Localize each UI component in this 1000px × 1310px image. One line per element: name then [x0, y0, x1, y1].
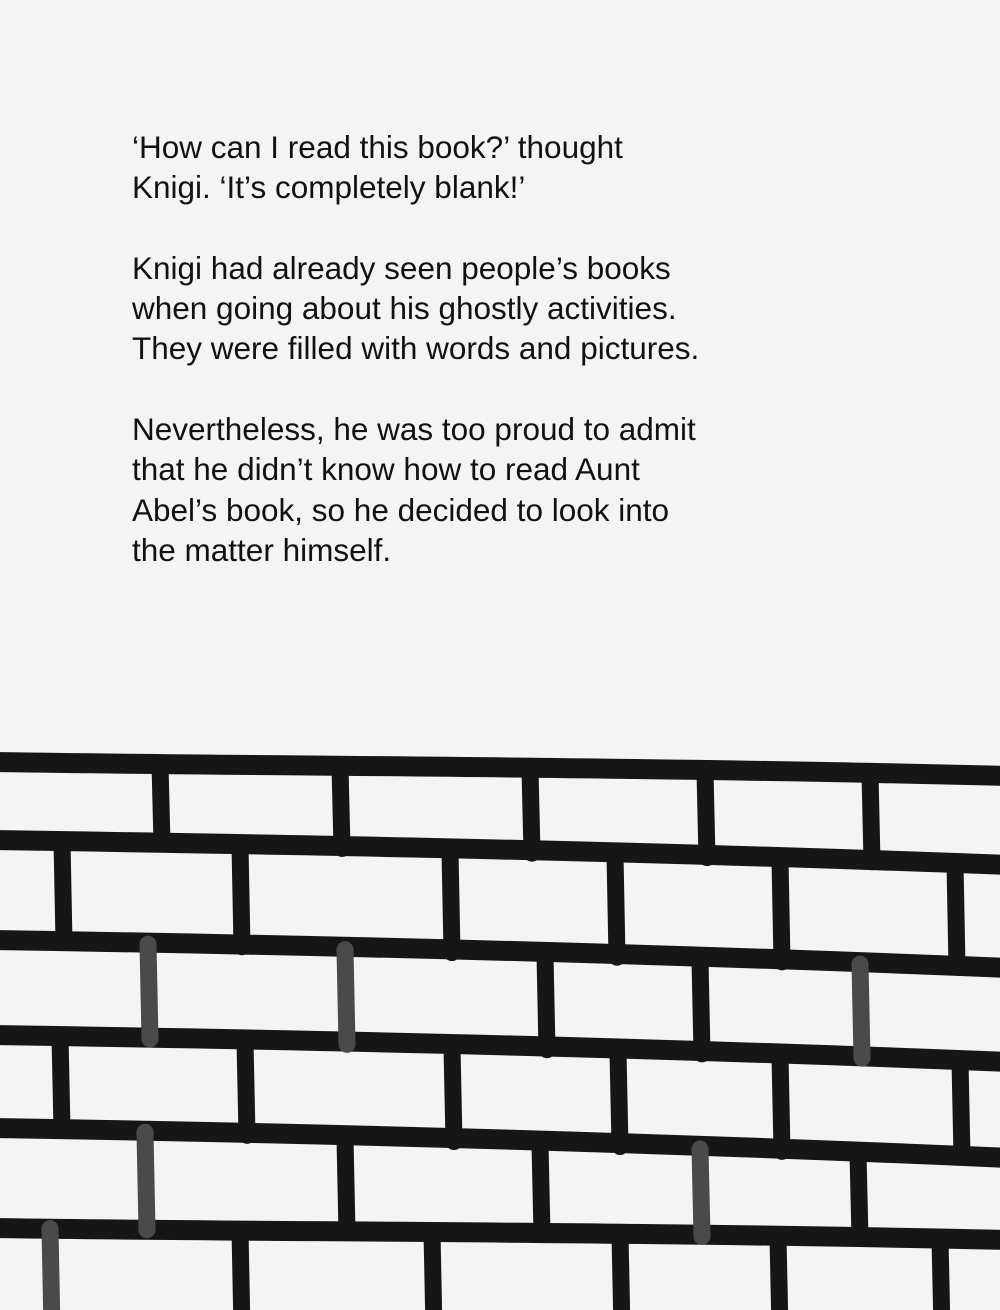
brick-joint — [618, 1052, 620, 1147]
brick-joint — [545, 955, 547, 1049]
brick-joint — [530, 769, 532, 853]
brick-joint — [240, 846, 242, 947]
brick-joint — [148, 944, 150, 1039]
brick-joint — [870, 774, 872, 862]
brick-joint — [345, 1138, 347, 1232]
brick-joint — [432, 1233, 434, 1310]
brick-joint — [705, 772, 707, 858]
brick-joint — [160, 764, 162, 844]
paragraph-3: Nevertheless, he was too proud to admit that he didn’t know how to read Aunt Abel’s book, so he decided to look into the matter himself. — [132, 411, 696, 568]
brick-joint — [240, 1231, 242, 1310]
brick-joint — [960, 1061, 962, 1157]
paragraph-1: ‘How can I read this book?’ thought Knigi. ‘It’s completely blank!’ — [132, 129, 623, 206]
brick-joint — [540, 1144, 542, 1234]
story-text — [132, 127, 772, 611]
brick-joint — [245, 1042, 247, 1136]
brick-joint — [778, 1237, 780, 1310]
mortar-line — [0, 762, 1000, 776]
brick-joint — [340, 767, 342, 849]
mortar-line — [0, 840, 1000, 865]
brick-joint — [700, 1149, 702, 1236]
brick-joint — [60, 1037, 62, 1130]
paragraph-2: Knigi had already seen people’s books when going about his ghostly activities. They were filled with words and pictures. — [132, 249, 700, 367]
brick-joint — [50, 1229, 52, 1310]
brick-joint — [860, 964, 862, 1058]
brick-joint — [145, 1132, 147, 1229]
brick-joint — [858, 1154, 860, 1239]
brick-wall-illustration — [0, 740, 1000, 1310]
brick-joint — [450, 851, 452, 952]
brick-joint — [620, 1235, 622, 1310]
brick-joint — [615, 855, 617, 957]
brick-joint — [780, 860, 782, 962]
brick-joint — [940, 1239, 942, 1310]
brick-joint — [62, 842, 64, 942]
brick-joint — [345, 950, 347, 1045]
brick-joint — [955, 864, 957, 967]
brick-joint — [452, 1047, 454, 1141]
brick-joint — [780, 1056, 782, 1151]
brick-joint — [700, 960, 702, 1054]
